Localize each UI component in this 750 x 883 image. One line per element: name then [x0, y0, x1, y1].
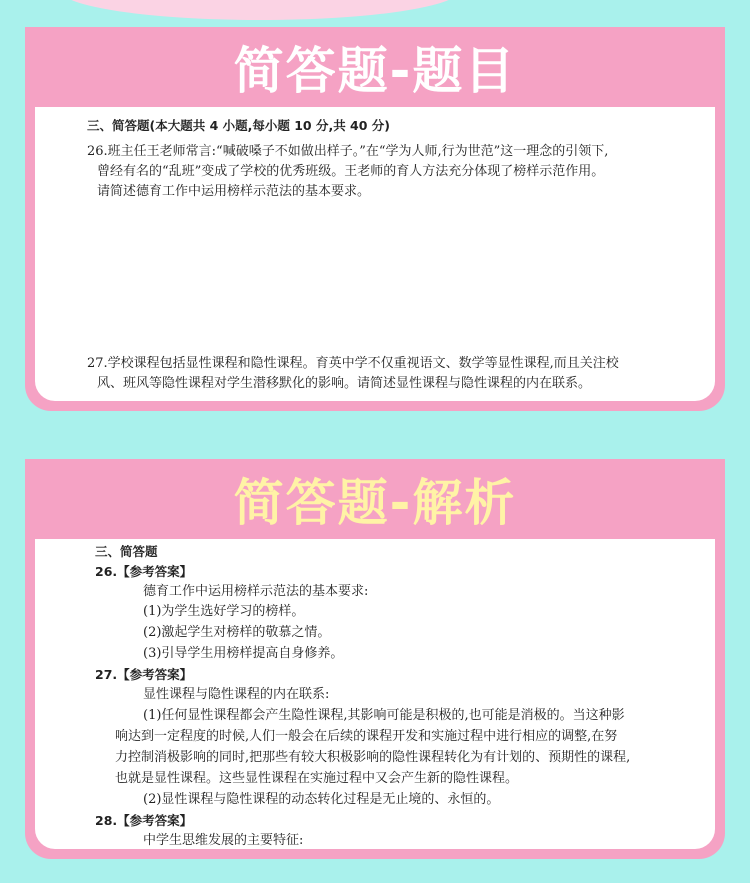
questions-banner-title: 简答题-题目 — [233, 42, 517, 100]
a26-line-3: (2)激起学生对榜样的敬慕之情。 — [143, 625, 331, 640]
questions-paper — [35, 107, 715, 401]
answers-card — [25, 459, 725, 859]
a27-line-3: 响达到一定程度的时候,人们一般会在后续的课程开发和实施过程中进行相应的调整,在努 — [115, 729, 618, 744]
a26-line-2: (1)为学生选好学习的榜样。 — [143, 604, 305, 619]
q26-line-3: 请简述德育工作中运用榜样示范法的基本要求。 — [97, 184, 371, 199]
questions-card — [25, 27, 725, 411]
a26-header: 26.【参考答案】 — [95, 564, 193, 579]
a27-line-6: (2)显性课程与隐性课程的动态转化过程是无止境的、永恒的。 — [143, 792, 500, 807]
a27-line-2: (1)任何显性课程都会产生隐性课程,其影响可能是积极的,也可能是消极的。当这种影 — [143, 708, 625, 723]
a27-line-1: 显性课程与隐性课程的内在联系: — [143, 687, 330, 702]
q26-line-1: 26.班主任王老师常言:“喊破嗓子不如做出样子。”在“学为人师,行为世范”这一理念的引领下, — [87, 144, 609, 159]
decorative-blob — [60, 0, 460, 20]
a27-line-4: 力控制消极影响的同时,把那些有较大积极影响的隐性课程转化为有计划的、预期性的课程, — [115, 750, 631, 765]
a26-line-4: (3)引导学生用榜样提高自身修养。 — [143, 646, 344, 661]
q27-line-2: 风、班风等隐性课程对学生潜移默化的影响。请简述显性课程与隐性课程的内在联系。 — [97, 376, 592, 391]
answers-banner — [25, 459, 725, 539]
a28-header: 28.【参考答案】 — [95, 813, 193, 828]
a27-line-5: 也就是显性课程。这些显性课程在实施过程中又会产生新的隐性课程。 — [115, 771, 519, 786]
answers-banner-title: 简答题-解析 — [233, 474, 517, 532]
q26-line-2: 曾经有名的“乱班”变成了学校的优秀班级。王老师的育人方法充分体现了榜样示范作用。 — [97, 164, 605, 179]
section-header: 三、简答题(本大题共 4 小题,每小题 10 分,共 40 分) — [87, 118, 391, 133]
answers-section-header: 三、简答题 — [95, 544, 158, 559]
answers-paper — [35, 539, 715, 849]
questions-banner — [25, 27, 725, 107]
q27-line-1: 27.学校课程包括显性课程和隐性课程。育英中学不仅重视语文、数学等显性课程,而且关注校 — [87, 356, 619, 371]
a27-header: 27.【参考答案】 — [95, 667, 193, 682]
a26-line-1: 德育工作中运用榜样示范法的基本要求: — [143, 584, 369, 599]
a28-line-1: 中学生思维发展的主要特征: — [143, 833, 304, 848]
